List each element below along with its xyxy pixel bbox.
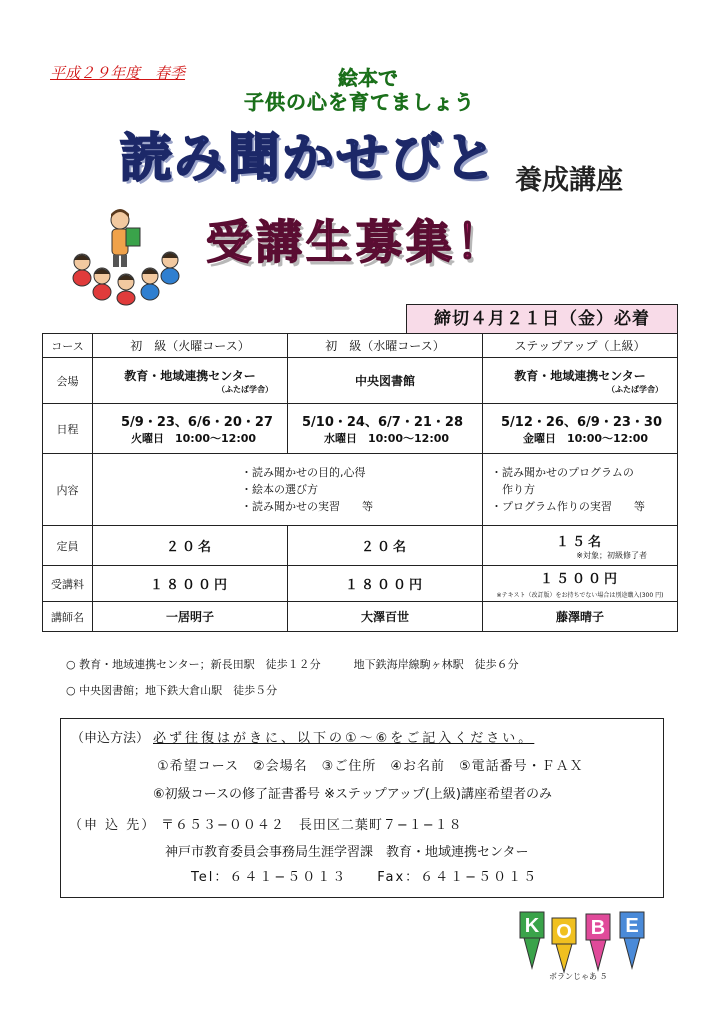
kobe-mascot-illustration — [516, 908, 656, 978]
content-item: 作り方 — [491, 483, 535, 496]
contact-numbers: Tel：６４１−５０１３ Fax：６４１−５０１５ — [191, 870, 539, 885]
capacity-cell-3 — [483, 526, 678, 566]
required-items-2: ⑥初級コースの修了証書番号 ※ステップアップ(上級)講座希望者のみ — [153, 787, 553, 802]
schedule-cell-1 — [93, 404, 288, 454]
table-row-lecturer — [43, 602, 678, 632]
table-row-capacity — [43, 526, 678, 566]
course-tuesday: 初 級（火曜コース） — [93, 334, 288, 358]
recruit-heading: 受講生募集！ — [206, 215, 506, 269]
destination-address: 〒６５３−００４２ 長田区二葉町７−１−１８ — [161, 818, 463, 833]
method-label: （申込方法） — [71, 731, 150, 746]
content-item: ・読み聞かせのプログラムの — [491, 466, 634, 479]
capacity-cell-1: ２０名 — [93, 526, 288, 566]
capacity-value: １５名 — [555, 534, 604, 550]
content-item: ・読み聞かせの目的,心得 — [241, 466, 366, 479]
mascot-letter-b: B — [590, 917, 606, 939]
lecturer-cell-2: 大澤百世 — [288, 602, 483, 632]
venue-cell-1 — [93, 358, 288, 404]
venue-cell-2: 中央図書館 — [288, 358, 483, 404]
table-row-fee — [43, 566, 678, 602]
fee-cell-2: １８００円 — [288, 566, 483, 602]
table-row-schedule — [43, 404, 678, 454]
fee-cell-1: １８００円 — [93, 566, 288, 602]
table-row-content — [43, 454, 678, 526]
schedule-cell-2 — [288, 404, 483, 454]
row-label-lecturer: 講師名 — [43, 602, 93, 632]
content-item: ・絵本の選び方 — [241, 483, 318, 496]
schedule-time: 水曜日 10:00〜12:00 — [324, 432, 450, 445]
schedule-time: 金曜日 10:00〜12:00 — [523, 432, 649, 445]
capacity-note: ※対象；初級修了者 — [576, 550, 647, 560]
year-label: 平成２９年度 春季 — [50, 64, 186, 82]
schedule-dates: 5/10・24、6/7・21・28 — [302, 415, 463, 430]
venue-name: 教育・地域連携センター — [514, 368, 646, 383]
venue-note: （ふたば学舎） — [217, 384, 273, 394]
subtitle-line-1: 絵本で — [338, 66, 398, 90]
content-item: ・プログラム作りの実習 等 — [491, 500, 645, 513]
mascot-letter-o: O — [556, 921, 572, 943]
destination-org: 神戸市教育委員会事務局生涯学習課 教育・地域連携センター — [165, 845, 529, 860]
schedule-cell-3 — [483, 404, 678, 454]
content-cell-basic — [93, 454, 483, 526]
lecturer-cell-1: 一居明子 — [93, 602, 288, 632]
content-item: ・読み聞かせの実習 等 — [241, 500, 373, 513]
course-stepup: ステップアップ（上級） — [483, 334, 678, 358]
row-label-fee: 受講料 — [43, 566, 93, 602]
venue-cell-3 — [483, 358, 678, 404]
row-label-capacity: 定員 — [43, 526, 93, 566]
application-box — [60, 718, 664, 898]
course-table — [42, 333, 678, 632]
storytelling-illustration — [68, 204, 188, 306]
venue-note: （ふたば学舎） — [607, 384, 663, 394]
fee-note: ※テキスト（改訂版）をお持ちでない場合は別途購入(300 円) — [496, 592, 664, 599]
subtitle-line-2: 子供の心を育てましょう — [244, 90, 475, 114]
mascot-letter-k: K — [524, 915, 540, 937]
table-header-row — [43, 334, 678, 358]
access-info-center: ○ 教育・地域連携センター；新長田駅 徒歩１２分 地下鉄海岸線駒ヶ林駅 徒歩６分 — [66, 658, 519, 671]
schedule-dates: 5/9・23、6/6・20・27 — [121, 415, 273, 430]
fee-cell-3 — [483, 566, 678, 602]
schedule-dates: 5/12・26、6/9・23・30 — [501, 415, 662, 430]
table-row-venue — [43, 358, 678, 404]
fee-value: １５００円 — [539, 572, 620, 587]
row-label-content: 内容 — [43, 454, 93, 526]
venue-name: 教育・地域連携センター — [124, 368, 256, 383]
access-info-library: ○ 中央図書館；地下鉄大倉山駅 徒歩５分 — [66, 684, 278, 697]
method-text: 必ず往復はがきに、以下の①〜⑥をご記入ください。 — [153, 731, 535, 746]
destination-label: （申 込 先） — [69, 818, 157, 833]
mascot-letter-e: E — [625, 915, 639, 937]
lecturer-cell-3: 藤澤晴子 — [483, 602, 678, 632]
title-suffix: 養成講座 — [515, 165, 623, 196]
row-label-venue: 会場 — [43, 358, 93, 404]
content-cell-advanced — [483, 454, 678, 526]
capacity-cell-2: ２０名 — [288, 526, 483, 566]
column-header-course: コース — [43, 334, 93, 358]
deadline-banner: 締切４月２１日（金）必着 — [406, 304, 678, 334]
mascot-caption: ボランじゃあ ５ — [549, 972, 608, 981]
course-wednesday: 初 級（水曜コース） — [288, 334, 483, 358]
required-items-1: ①希望コース ②会場名 ③ご住所 ④お名前 ⑤電話番号・ＦＡＸ — [157, 759, 584, 774]
schedule-time: 火曜日 10:00〜12:00 — [131, 432, 257, 445]
main-title: 読み聞かせびと — [120, 129, 499, 189]
row-label-schedule: 日程 — [43, 404, 93, 454]
